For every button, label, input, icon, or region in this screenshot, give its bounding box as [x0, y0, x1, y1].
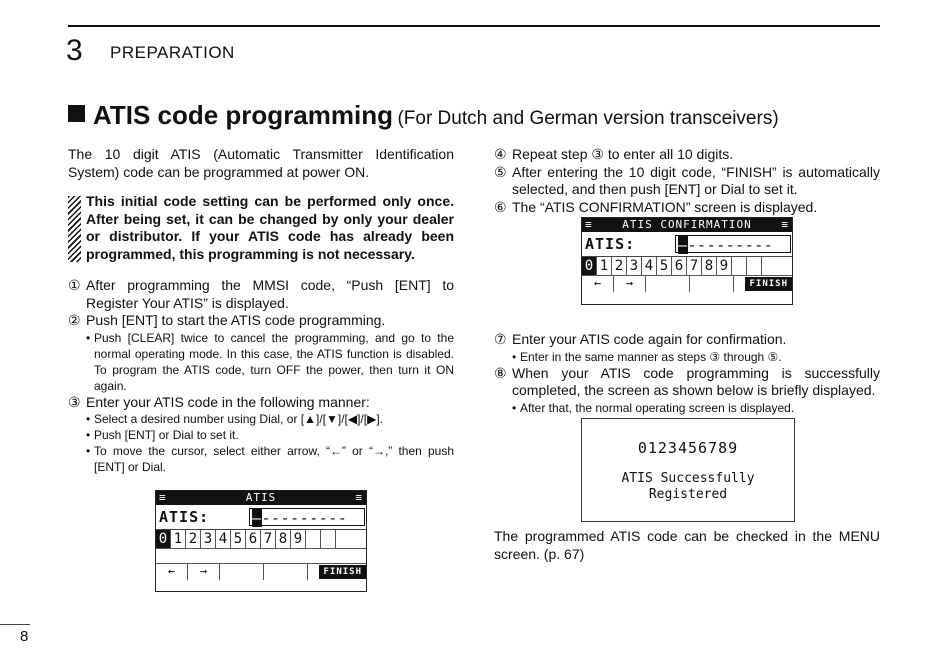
digit-key[interactable]: 5 [657, 257, 672, 275]
success-message-line2: Registered [648, 487, 728, 502]
digit-key[interactable]: 6 [246, 530, 261, 548]
empty-key [762, 257, 777, 275]
bullet-item [68, 330, 454, 394]
bullet-dot: • [512, 400, 517, 415]
step-number: ③ [68, 393, 81, 410]
caution-text: This initial code setting can be performed only once. After being set, it can be changed by only your dealer or distributor. If your ATIS code has already been programmed, this programming is not necessary. [86, 193, 454, 262]
section-title: ATIS code programming [93, 100, 393, 130]
digit-key[interactable]: 9 [291, 530, 306, 548]
empty-key [747, 257, 762, 275]
digit-key[interactable]: 4 [216, 530, 231, 548]
empty-key [264, 564, 308, 580]
step-text: After programming the MMSI code, “Push [ENT] to Register Your ATIS” is displayed. [86, 277, 454, 311]
bullet-item [494, 349, 880, 365]
bullet-text: Push [CLEAR] twice to cancel the programming, and go to the normal operating mode. In this case, the ATIS function is disabled. To program the ATIS code, turn OFF the power, then turn it ON again. [94, 330, 454, 393]
step-text: After entering the 10 digit code, “FINISH” is automatically selected, and then push [ENT] or Dial to set it. [512, 163, 880, 197]
menu-icon: ≡ [159, 491, 167, 504]
atis-code-field[interactable] [249, 508, 365, 526]
empty-key [690, 276, 734, 292]
step-text: The “ATIS CONFIRMATION” screen is displayed. [512, 198, 818, 215]
empty-key [646, 276, 690, 292]
caution-note [68, 193, 454, 263]
bullet-dot: • [512, 349, 517, 364]
step-6 [494, 199, 880, 217]
chapter-title: PREPARATION [110, 43, 235, 62]
step-text: Enter your ATIS code again for confirmation. [512, 331, 787, 347]
bullet-item [68, 427, 454, 443]
digit-selector [582, 256, 792, 275]
digit-selector [156, 529, 366, 548]
menu-icon: ≡ [781, 218, 789, 231]
finish-button[interactable]: FINISH [745, 277, 792, 291]
left-arrow-key[interactable]: ← [156, 564, 188, 580]
digit-key[interactable]: 2 [612, 257, 627, 275]
section-subtitle: (For Dutch and German version transceivers) [397, 108, 779, 129]
footer-rule [0, 624, 30, 625]
digit-key[interactable]: 8 [702, 257, 717, 275]
bullet-text: To move the cursor, select either arrow, “←” or “→,” then push [ENT] or Dial. [94, 444, 454, 474]
menu-icon: ≡ [355, 491, 363, 504]
step-number: ⑥ [494, 198, 507, 215]
empty-key [321, 530, 336, 548]
lcd-bottom-bar [582, 275, 792, 292]
atis-code-row [156, 505, 366, 529]
bullet-text: After that, the normal operating screen is displayed. [520, 400, 795, 415]
lcd-header [156, 491, 366, 505]
step-2 [68, 312, 454, 330]
caution-hatch-icon [68, 196, 81, 262]
left-arrow-key[interactable]: ← [582, 276, 614, 292]
empty-key [336, 530, 351, 548]
step-number: ⑤ [494, 163, 507, 180]
page-number: 8 [20, 628, 29, 645]
right-arrow-key[interactable]: → [614, 276, 646, 292]
lcd-title: ATIS [245, 491, 277, 504]
empty-key [732, 257, 747, 275]
step-1 [68, 277, 454, 312]
step-text: Repeat step ③ to enter all 10 digits. [512, 146, 734, 162]
step-text: Enter your ATIS code in the following manner: [86, 393, 370, 410]
code-cursor: – [678, 236, 688, 254]
success-message-line1: ATIS Successfully [621, 471, 755, 486]
step-number: ① [68, 277, 81, 293]
digit-key[interactable]: 6 [672, 257, 687, 275]
digit-key[interactable]: 1 [171, 530, 186, 548]
bullet-text: Select a desired number using Dial, or [▲]/[▼]/[◀]/[▶]. [94, 412, 383, 426]
digit-key[interactable]: 9 [717, 257, 732, 275]
success-lcd-screen [581, 418, 795, 522]
step-number: ⑦ [494, 331, 507, 347]
step-5 [494, 164, 880, 199]
section-heading [68, 100, 779, 131]
step-7 [494, 331, 880, 349]
intro-paragraph: The 10 digit ATIS (Automatic Transmitter Identification System) code can be programmed at power ON. [68, 146, 454, 180]
digit-key[interactable]: 1 [597, 257, 612, 275]
bullet-item [494, 400, 880, 416]
step-text: When your ATIS code programming is successfully completed, the screen as shown below is briefly displayed. [512, 364, 880, 398]
digit-key[interactable]: 2 [186, 530, 201, 548]
step-8 [494, 365, 880, 400]
step-number: ④ [494, 146, 507, 162]
step-number: ⑧ [494, 364, 507, 381]
outro-paragraph: The programmed ATIS code can be checked in the MENU screen. (p. 67) [494, 528, 880, 562]
menu-icon: ≡ [585, 218, 593, 231]
digit-key[interactable]: 8 [276, 530, 291, 548]
bullet-dot: • [86, 444, 91, 458]
closing-note [494, 528, 880, 563]
digit-key[interactable]: 4 [642, 257, 657, 275]
right-column-lower [494, 331, 880, 416]
digit-key[interactable]: 3 [201, 530, 216, 548]
atis-label: ATIS: [585, 235, 636, 253]
black-square-icon [68, 105, 85, 122]
code-placeholder: --------- [687, 236, 774, 254]
empty-key [220, 564, 264, 580]
step-3 [68, 394, 454, 412]
digit-key[interactable]: 0 [156, 530, 171, 548]
atis-lcd-screen [155, 490, 367, 592]
finish-button[interactable]: FINISH [319, 565, 366, 579]
lcd-bottom-bar [156, 563, 366, 580]
digit-key[interactable]: 7 [261, 530, 276, 548]
code-placeholder: --------- [261, 509, 348, 527]
atis-label: ATIS: [159, 508, 210, 526]
bullet-dot: • [86, 330, 91, 345]
registered-code: 0123456789 [637, 439, 739, 457]
atis-confirmation-lcd-screen [581, 217, 793, 305]
digit-key[interactable]: 0 [582, 257, 597, 275]
digit-key[interactable]: 7 [687, 257, 702, 275]
right-column [494, 146, 880, 216]
atis-code-field[interactable] [675, 235, 791, 253]
digit-key[interactable]: 5 [231, 530, 246, 548]
lcd-title: ATIS CONFIRMATION [622, 218, 752, 231]
bullet-item [68, 411, 454, 427]
top-rule [68, 25, 880, 27]
step-text: Push [ENT] to start the ATIS code programming. [86, 312, 386, 328]
digit-key[interactable]: 3 [627, 257, 642, 275]
left-column [68, 146, 454, 475]
lcd-header [582, 218, 792, 232]
bullet-item [68, 443, 454, 475]
bullet-text: Enter in the same manner as steps ③ through ⑤. [520, 349, 782, 364]
bullet-text: Push [ENT] or Dial to set it. [94, 428, 239, 442]
empty-key [306, 530, 321, 548]
step-4 [494, 146, 880, 164]
spacer [68, 263, 454, 277]
code-cursor: – [252, 509, 262, 527]
right-arrow-key[interactable]: → [188, 564, 220, 580]
bullet-dot: • [86, 412, 91, 426]
step-number: ② [68, 312, 81, 328]
bullet-dot: • [86, 428, 91, 442]
chapter-number: 3 [66, 34, 83, 67]
atis-code-row [582, 232, 792, 256]
empty-row [156, 548, 366, 563]
